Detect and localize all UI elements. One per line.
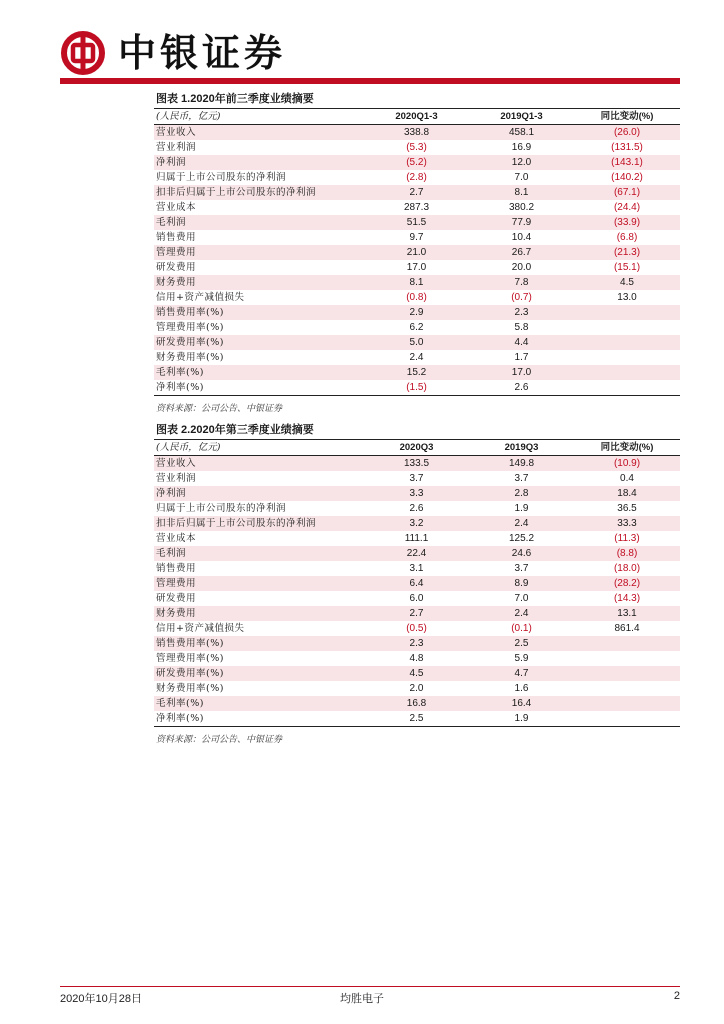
row-label: 毛利润 (154, 546, 364, 561)
cell-prior: 2.4 (469, 516, 574, 531)
cell-current: 9.7 (409, 232, 424, 243)
row-label: 营业利润 (156, 473, 197, 484)
row-label: 净利率(%) (154, 711, 364, 727)
cell-prior: 24.6 (469, 546, 574, 561)
table-row (154, 170, 680, 185)
cell-prior: 8.9 (469, 576, 574, 591)
unit-label: (人民币，亿元) (154, 440, 364, 456)
table-row (154, 335, 680, 350)
row-label: 信用+资产减值损失 (156, 623, 245, 634)
row-label: 研发费用 (156, 262, 197, 273)
cell-change: (11.3) (614, 533, 640, 544)
table-row (154, 531, 680, 546)
cell-change: (140.2) (611, 172, 643, 183)
cell-prior: 16.4 (469, 696, 574, 711)
cell-prior: 3.7 (514, 473, 529, 484)
row-label: 管理费用率(%) (156, 322, 224, 333)
row-label: 信用+资产减值损失 (156, 292, 245, 303)
row-label: 扣非后归属于上市公司股东的净利润 (154, 185, 364, 200)
cell-change (574, 681, 680, 696)
row-label: 销售费用率(%) (154, 636, 364, 651)
table-row (154, 380, 680, 396)
figure-2 (154, 421, 680, 745)
cell-change (574, 380, 680, 396)
cell-prior: 2.4 (469, 606, 574, 621)
cell-current: 5.0 (364, 335, 469, 350)
bank-of-china-logo-icon (60, 30, 106, 76)
cell-current: 2.9 (364, 305, 469, 320)
cell-current: (5.3) (406, 142, 427, 153)
row-label: 毛利率(%) (154, 696, 364, 711)
cell-change: (143.1) (574, 155, 680, 170)
cell-current: (2.8) (406, 172, 427, 183)
cell-prior: 7.0 (514, 172, 529, 183)
table-row (154, 260, 680, 275)
table-row (154, 215, 680, 230)
cell-change: (67.1) (574, 185, 680, 200)
cell-change (574, 320, 680, 335)
row-label: 财务费用 (154, 275, 364, 290)
cell-change (574, 666, 680, 681)
table-row (154, 200, 680, 215)
row-label: 财务费用率(%) (156, 683, 224, 694)
cell-prior: 4.7 (469, 666, 574, 681)
table-row (154, 365, 680, 380)
cell-change: (131.5) (611, 142, 643, 153)
table-row (154, 456, 680, 472)
table-row (154, 290, 680, 305)
column-header: 同比变动(%) (574, 109, 680, 125)
cell-current: 17.0 (406, 262, 427, 273)
cell-change: 36.5 (617, 503, 637, 514)
table-row (154, 125, 680, 141)
row-label: 净利润 (154, 155, 364, 170)
page-header (60, 24, 680, 80)
cell-prior: 10.4 (511, 232, 532, 243)
cell-prior: 77.9 (469, 215, 574, 230)
table-header-row (154, 109, 680, 125)
cell-change (574, 350, 680, 365)
cell-prior: 7.8 (469, 275, 574, 290)
row-label: 毛利率(%) (154, 365, 364, 380)
cell-change: (18.0) (613, 563, 641, 574)
cell-change: 4.5 (574, 275, 680, 290)
table-row (154, 711, 680, 727)
cell-change (574, 651, 680, 666)
row-label: 净利率(%) (154, 380, 364, 396)
cell-current: 2.7 (364, 185, 469, 200)
cell-current: 22.4 (364, 546, 469, 561)
cell-prior: 12.0 (469, 155, 574, 170)
footer-rule (60, 986, 680, 987)
cell-current: 6.0 (409, 593, 424, 604)
table-row (154, 486, 680, 501)
cell-change: (26.0) (574, 125, 680, 141)
row-label: 归属于上市公司股东的净利润 (156, 503, 287, 514)
cell-current: 15.2 (364, 365, 469, 380)
cell-prior: 3.7 (514, 563, 529, 574)
table-row (154, 546, 680, 561)
cell-prior: 5.9 (514, 653, 529, 664)
cell-prior: 1.6 (514, 683, 529, 694)
cell-change (574, 696, 680, 711)
column-header: 2019Q1-3 (469, 109, 574, 125)
cell-change (574, 711, 680, 727)
row-label: 营业收入 (154, 456, 364, 472)
cell-prior: 1.9 (514, 503, 529, 514)
table-header-row (154, 440, 680, 456)
page-number: 2 (673, 990, 680, 1002)
cell-change: 33.3 (574, 516, 680, 531)
row-label: 管理费用 (154, 245, 364, 260)
cell-prior: 26.7 (469, 245, 574, 260)
figure-2-source: 资料来源：公司公告、中银证券 (156, 735, 283, 745)
footer-date: 2020年10月28日 (60, 993, 142, 1005)
cell-current: 2.7 (364, 606, 469, 621)
table-row (154, 636, 680, 651)
cell-current: 2.5 (364, 711, 469, 727)
cell-change (574, 305, 680, 320)
cell-current: 16.8 (364, 696, 469, 711)
cell-prior: 17.0 (469, 365, 574, 380)
cell-change: (21.3) (574, 245, 680, 260)
cell-current: 2.6 (409, 503, 424, 514)
figure-2-table (154, 440, 680, 727)
row-label: 研发费用率(%) (154, 335, 364, 350)
column-header: 同比变动(%) (574, 440, 680, 456)
table-row (154, 576, 680, 591)
table-row (154, 275, 680, 290)
cell-current: 51.5 (364, 215, 469, 230)
cell-change: (6.8) (616, 232, 638, 243)
row-label: 扣非后归属于上市公司股东的净利润 (154, 516, 364, 531)
table-row (154, 681, 680, 696)
row-label: 研发费用 (156, 593, 197, 604)
cell-current: 338.8 (364, 125, 469, 141)
cell-change (574, 365, 680, 380)
table-row (154, 350, 680, 365)
cell-current: 133.5 (364, 456, 469, 472)
cell-change: 18.4 (574, 486, 680, 501)
row-label: 营业成本 (156, 533, 197, 544)
cell-prior: 16.9 (511, 142, 532, 153)
cell-current: 2.0 (409, 683, 424, 694)
cell-change: (15.1) (613, 262, 641, 273)
cell-current: 3.7 (409, 473, 424, 484)
cell-prior: 1.7 (514, 352, 529, 363)
cell-change: (24.4) (613, 202, 641, 213)
row-label: 营业成本 (156, 202, 197, 213)
table-row (154, 320, 680, 335)
cell-prior: 380.2 (508, 202, 535, 213)
cell-current: 6.4 (364, 576, 469, 591)
table-row (154, 185, 680, 200)
cell-prior: (0.7) (511, 292, 532, 303)
cell-prior: 2.3 (469, 305, 574, 320)
cell-change: 0.4 (620, 473, 634, 484)
table-row (154, 561, 680, 576)
cell-change: 13.0 (617, 292, 637, 303)
cell-change: 861.4 (614, 623, 640, 634)
cell-prior: 2.5 (469, 636, 574, 651)
cell-change: 13.1 (574, 606, 680, 621)
cell-prior: 2.6 (469, 380, 574, 396)
cell-change: (8.8) (574, 546, 680, 561)
cell-current: 3.1 (409, 563, 424, 574)
table-row (154, 471, 680, 486)
brand-name: 中银证券 (118, 30, 287, 75)
cell-prior: 7.0 (514, 593, 529, 604)
cell-change: (14.3) (613, 593, 641, 604)
table-row (154, 621, 680, 636)
table-row (154, 140, 680, 155)
row-label: 销售费用 (156, 563, 197, 574)
table-row (154, 606, 680, 621)
figure-1-table (154, 109, 680, 396)
cell-current: 21.0 (364, 245, 469, 260)
table-row (154, 696, 680, 711)
cell-prior: 2.8 (469, 486, 574, 501)
cell-current: 111.1 (404, 533, 429, 544)
cell-current: (0.8) (406, 292, 427, 303)
cell-change (574, 636, 680, 651)
cell-change (574, 335, 680, 350)
cell-change: (28.2) (574, 576, 680, 591)
cell-current: 8.1 (364, 275, 469, 290)
row-label: 财务费用 (154, 606, 364, 621)
table-row (154, 155, 680, 170)
cell-current: 4.5 (364, 666, 469, 681)
cell-current: 2.4 (409, 352, 424, 363)
figure-1-title: 图表 1.2020年前三季度业绩摘要 (154, 90, 680, 109)
figure-1 (154, 90, 680, 414)
row-label: 营业收入 (154, 125, 364, 141)
row-label: 财务费用率(%) (156, 352, 224, 363)
column-header: 2020Q3 (364, 440, 469, 456)
table-row (154, 516, 680, 531)
cell-current: (5.2) (364, 155, 469, 170)
table-row (154, 651, 680, 666)
cell-current: 6.2 (409, 322, 424, 333)
cell-prior: 20.0 (511, 262, 532, 273)
row-label: 销售费用率(%) (154, 305, 364, 320)
cell-current: 287.3 (403, 202, 430, 213)
cell-change: (33.9) (574, 215, 680, 230)
cell-prior: 5.8 (514, 322, 529, 333)
table-row (154, 245, 680, 260)
cell-prior: 4.4 (469, 335, 574, 350)
cell-current: 2.3 (364, 636, 469, 651)
cell-prior: 8.1 (469, 185, 574, 200)
column-header: 2020Q1-3 (364, 109, 469, 125)
unit-label: (人民币，亿元) (154, 109, 364, 125)
row-label: 管理费用 (154, 576, 364, 591)
table-row (154, 591, 680, 606)
row-label: 管理费用率(%) (156, 653, 224, 664)
header-rule (60, 78, 680, 84)
figure-1-source: 资料来源：公司公告、中银证券 (156, 404, 283, 414)
cell-prior: 458.1 (469, 125, 574, 141)
row-label: 净利润 (154, 486, 364, 501)
cell-current: 3.3 (364, 486, 469, 501)
row-label: 研发费用率(%) (154, 666, 364, 681)
cell-prior: 1.9 (469, 711, 574, 727)
column-header: 2019Q3 (469, 440, 574, 456)
row-label: 营业利润 (156, 142, 197, 153)
cell-prior: 125.2 (508, 533, 535, 544)
footer-company: 均胜电子 (340, 992, 384, 1005)
row-label: 毛利润 (154, 215, 364, 230)
cell-prior: 149.8 (469, 456, 574, 472)
table-row (154, 501, 680, 516)
cell-current: (1.5) (364, 380, 469, 396)
table-row (154, 666, 680, 681)
cell-current: 4.8 (409, 653, 424, 664)
cell-current: (0.5) (406, 623, 427, 634)
cell-current: 3.2 (364, 516, 469, 531)
row-label: 销售费用 (156, 232, 197, 243)
figure-2-title: 图表 2.2020年第三季度业绩摘要 (154, 421, 680, 440)
cell-change: (10.9) (574, 456, 680, 472)
row-label: 归属于上市公司股东的净利润 (156, 172, 287, 183)
table-row (154, 230, 680, 245)
table-row (154, 305, 680, 320)
cell-prior: (0.1) (511, 623, 532, 634)
